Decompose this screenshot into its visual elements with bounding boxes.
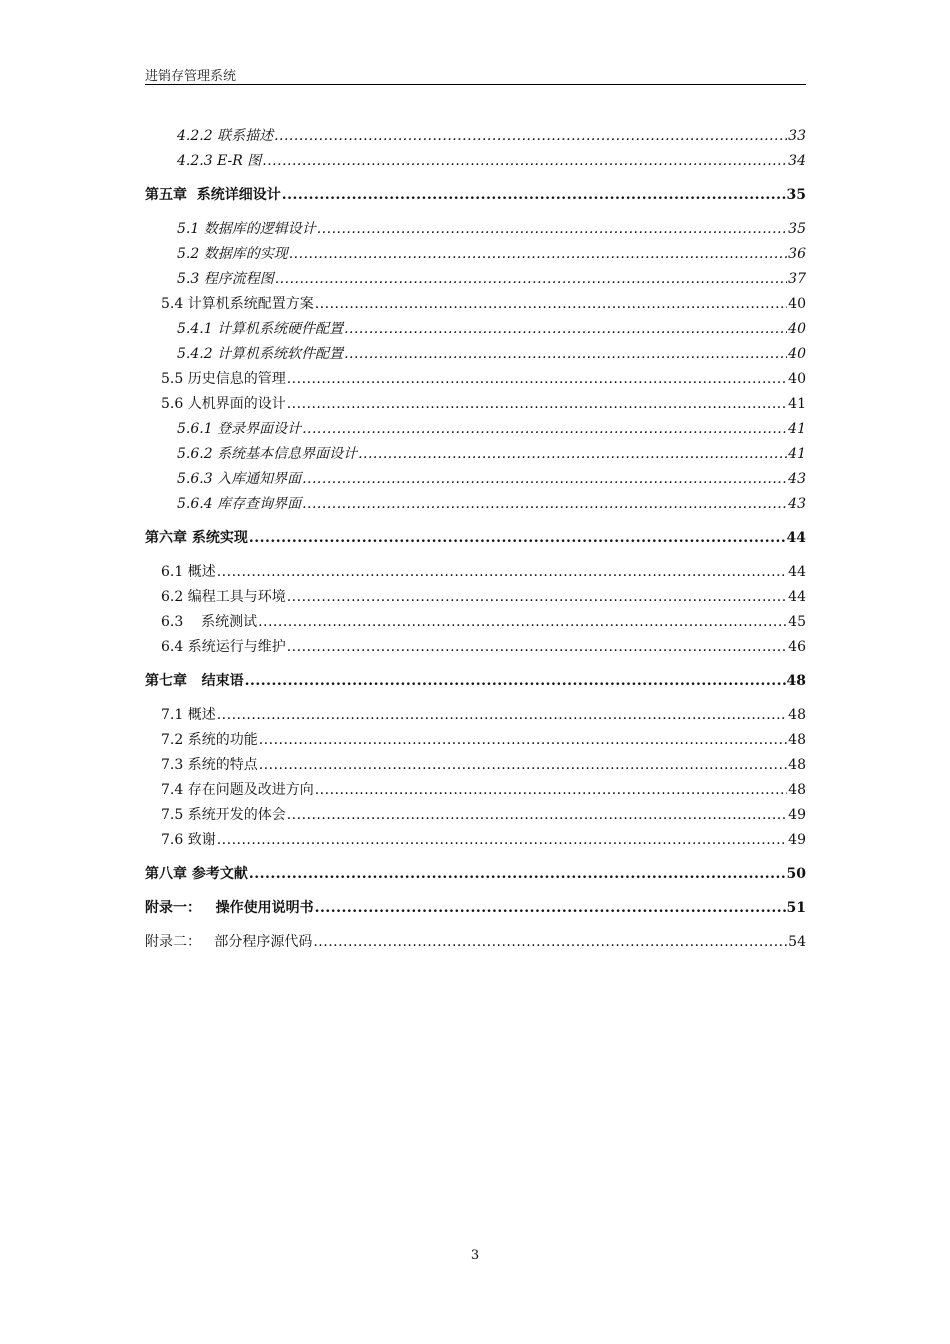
toc-entry-label: 4.2.2 联系描述 [177, 128, 274, 144]
toc-entry-page: 40 [788, 321, 806, 337]
header-divider [145, 84, 806, 85]
toc-entry-page: 48 [788, 757, 806, 773]
toc-entry-label: 5.1 数据库的逻辑设计 [177, 221, 316, 237]
toc-entry-page: 45 [788, 614, 806, 630]
toc-entry-label: 第七章 结束语 [145, 673, 244, 689]
toc-entry[interactable] [145, 703, 806, 728]
toc-dot-leader [217, 560, 787, 585]
toc-dot-leader [217, 828, 787, 853]
toc-entry[interactable] [145, 862, 806, 887]
toc-entry-page: 48 [786, 673, 806, 689]
toc-entry[interactable] [145, 317, 806, 342]
toc-entry-page: 41 [788, 396, 806, 412]
toc-entry[interactable] [145, 149, 806, 174]
toc-entry-label: 5.4 计算机系统配置方案 [161, 296, 314, 312]
toc-dot-leader [259, 728, 787, 753]
table-of-contents [145, 124, 806, 955]
toc-entry-label: 第六章 系统实现 [145, 530, 248, 546]
toc-entry[interactable] [145, 669, 806, 694]
toc-entry-page: 48 [788, 732, 806, 748]
toc-entry-label: 7.2 系统的功能 [161, 732, 258, 748]
toc-dot-leader [317, 217, 787, 242]
toc-entry[interactable] [145, 217, 806, 242]
toc-entry[interactable] [145, 442, 806, 467]
toc-entry-page: 44 [786, 530, 806, 546]
toc-entry-label: 第五章 系统详细设计 [145, 187, 281, 203]
toc-entry-page: 44 [788, 564, 806, 580]
toc-entry-page: 34 [788, 153, 806, 169]
toc-dot-leader [302, 492, 787, 517]
toc-entry-page: 37 [788, 271, 806, 287]
toc-entry[interactable] [145, 896, 806, 921]
toc-entry-page: 51 [786, 900, 806, 916]
toc-dot-leader [287, 585, 787, 610]
toc-entry[interactable] [145, 367, 806, 392]
toc-dot-leader [287, 392, 787, 417]
toc-entry[interactable] [145, 930, 806, 955]
toc-dot-leader [302, 417, 787, 442]
toc-entry[interactable] [145, 124, 806, 149]
toc-dot-leader [302, 467, 787, 492]
toc-entry-label: 6.2 编程工具与环境 [161, 589, 286, 605]
toc-entry-page: 41 [788, 421, 806, 437]
toc-entry-page: 36 [788, 246, 806, 262]
toc-dot-leader [245, 669, 786, 694]
toc-dot-leader [289, 242, 787, 267]
toc-entry[interactable] [145, 467, 806, 492]
toc-dot-leader [315, 778, 787, 803]
toc-entry[interactable] [145, 828, 806, 853]
toc-entry[interactable] [145, 492, 806, 517]
toc-dot-leader [259, 753, 787, 778]
toc-dot-leader [287, 803, 787, 828]
toc-entry-label: 5.6.4 库存查询界面 [177, 496, 302, 512]
toc-entry[interactable] [145, 635, 806, 660]
toc-entry-label: 7.4 存在问题及改进方向 [161, 782, 314, 798]
toc-entry-page: 43 [788, 496, 806, 512]
page-number: 3 [470, 1248, 480, 1263]
toc-dot-leader [358, 442, 787, 467]
toc-entry-label: 6.4 系统运行与维护 [161, 639, 286, 655]
toc-entry-page: 43 [788, 471, 806, 487]
toc-entry[interactable] [145, 610, 806, 635]
toc-entry-label: 5.2 数据库的实现 [177, 246, 288, 262]
toc-dot-leader [275, 267, 787, 292]
toc-entry-label: 5.6.2 系统基本信息界面设计 [177, 446, 358, 462]
toc-entry[interactable] [145, 242, 806, 267]
toc-entry[interactable] [145, 342, 806, 367]
toc-entry-page: 44 [788, 589, 806, 605]
toc-entry-page: 41 [788, 446, 806, 462]
toc-entry-label: 7.5 系统开发的体会 [161, 807, 286, 823]
running-header-title: 进销存管理系统 [145, 69, 237, 84]
toc-entry-page: 46 [788, 639, 806, 655]
toc-entry[interactable] [145, 803, 806, 828]
toc-entry[interactable] [145, 526, 806, 551]
toc-entry-label: 附录二： 部分程序源代码 [145, 934, 313, 950]
toc-entry-page: 49 [788, 807, 806, 823]
toc-entry-page: 48 [788, 707, 806, 723]
toc-entry[interactable] [145, 778, 806, 803]
toc-entry-page: 50 [786, 866, 806, 882]
toc-dot-leader [262, 149, 787, 174]
toc-entry-label: 5.5 历史信息的管理 [161, 371, 286, 387]
toc-dot-leader [249, 526, 786, 551]
toc-entry[interactable] [145, 392, 806, 417]
toc-entry[interactable] [145, 183, 806, 208]
toc-dot-leader [315, 896, 786, 921]
toc-entry-label: 5.6.1 登录界面设计 [177, 421, 302, 437]
toc-entry[interactable] [145, 267, 806, 292]
toc-entry-label: 6.1 概述 [161, 564, 216, 580]
toc-entry[interactable] [145, 728, 806, 753]
toc-entry[interactable] [145, 585, 806, 610]
toc-dot-leader [313, 930, 787, 955]
toc-dot-leader [344, 317, 787, 342]
toc-entry-label: 5.6 人机界面的设计 [161, 396, 286, 412]
toc-entry-page: 54 [788, 934, 806, 950]
toc-entry[interactable] [145, 753, 806, 778]
toc-dot-leader [258, 610, 787, 635]
toc-entry-page: 40 [788, 296, 806, 312]
toc-entry[interactable] [145, 292, 806, 317]
toc-entry-label: 7.3 系统的特点 [161, 757, 258, 773]
toc-dot-leader [274, 124, 787, 149]
toc-entry-page: 40 [788, 346, 806, 362]
toc-entry-label: 6.3 系统测试 [161, 614, 258, 630]
toc-entry-page: 33 [788, 128, 806, 144]
toc-entry-page: 35 [786, 187, 806, 203]
toc-entry-page: 40 [788, 371, 806, 387]
toc-dot-leader [287, 367, 787, 392]
toc-dot-leader [344, 342, 787, 367]
toc-entry-label: 附录一： 操作使用说明书 [145, 900, 314, 916]
toc-dot-leader [315, 292, 787, 317]
toc-entry-label: 4.2.3 E-R 图 [177, 153, 262, 169]
toc-entry[interactable] [145, 560, 806, 585]
toc-dot-leader [249, 862, 786, 887]
toc-entry-page: 48 [788, 782, 806, 798]
toc-dot-leader [287, 635, 787, 660]
toc-entry-page: 49 [788, 832, 806, 848]
toc-entry-label: 5.3 程序流程图 [177, 271, 274, 287]
toc-dot-leader [217, 703, 787, 728]
toc-entry[interactable] [145, 417, 806, 442]
toc-entry-label: 5.6.3 入库通知界面 [177, 471, 302, 487]
toc-entry-label: 第八章 参考文献 [145, 866, 248, 882]
toc-entry-label: 7.1 概述 [161, 707, 216, 723]
toc-entry-label: 7.6 致谢 [161, 832, 216, 848]
toc-entry-page: 35 [788, 221, 806, 237]
toc-entry-label: 5.4.1 计算机系统硬件配置 [177, 321, 344, 337]
toc-entry-label: 5.4.2 计算机系统软件配置 [177, 346, 344, 362]
toc-dot-leader [282, 183, 786, 208]
